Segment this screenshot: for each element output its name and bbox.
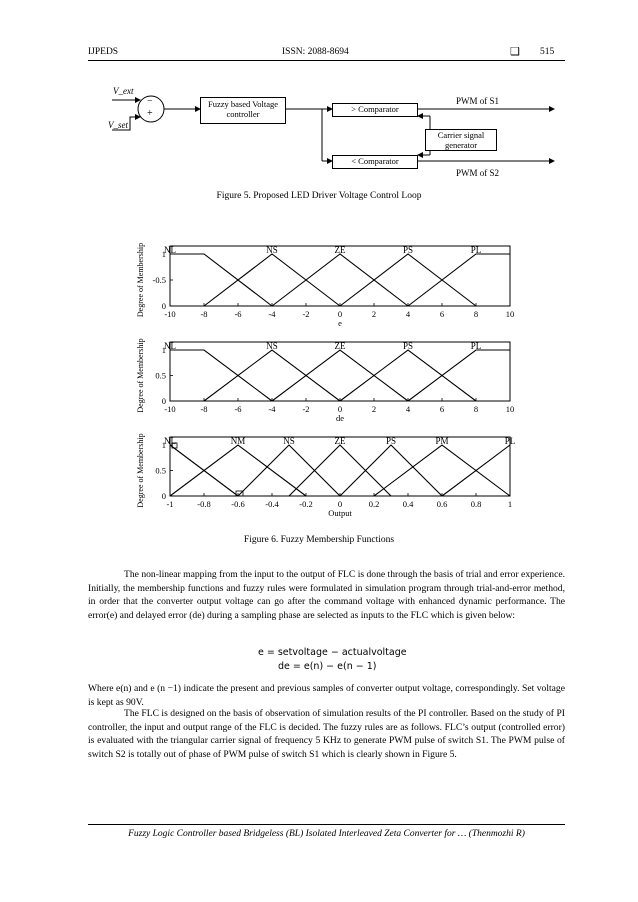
mf-line-pl [408,350,510,401]
x-axis-label: de [335,413,345,423]
x-tick-label: 1 [507,499,513,509]
controller-label-line2: controller [226,109,260,119]
y-tick-label: 0.5 [155,465,166,476]
x-axis-label: Output [328,508,352,518]
x-tick-label: 0 [337,404,343,414]
journal-name: IJPEDS [88,47,119,57]
x-tick-label: -2 [302,404,310,414]
sum-minus-sign: − [147,96,153,107]
paragraph-1-text: The non-linear mapping from the input to the output of FLC is done through the basis of trial and error experience. Initially, the membership functions and fuzzy rules were formulated in simulation program through trial-and-error method, in order that the converter output voltage can go after the command voltage with enhanced dynamic performance. The error(e) and delayed error (de) during a sampling phase are selected as inputs to the FLC which is given below: [88,569,565,621]
x-tick-label: -8 [200,309,208,319]
pwm-s2-label: PWM of S2 [456,168,500,178]
x-tick-label: 0.4 [402,499,414,509]
carrier-label-line1: Carrier signal [437,130,485,140]
x-tick-label: -8 [200,404,208,414]
greater-comparator-block: > Comparator [332,103,418,117]
footer-rule [88,824,565,825]
panel-frame-1 [170,246,510,306]
mf-label-ps: PS [402,245,414,255]
mf-line-nl [170,254,272,306]
mf-label-pl: PL [504,436,516,446]
x-tick-label: 0 [337,309,343,319]
mf-line-ze [272,350,408,401]
y-axis-label: Degree of Membership [136,433,145,508]
mf-line-ze [289,445,391,496]
x-tick-label: 0 [337,499,343,509]
figure-5-diagram [0,0,638,200]
y-tick-label: 0 [161,491,166,501]
x-axis-label: e [338,318,342,328]
figure-6-chart [0,236,638,526]
x-tick-label: -0.4 [265,499,279,509]
mf-line-pm [374,445,510,496]
mf-line-nl [170,350,272,401]
x-tick-label: 10 [505,404,515,414]
y-tick-label: 0.5 [155,370,166,381]
paragraph-2-text: Where e(n) and e (n −1) indicate the present and previous samples of converter output voltage, correspondingly. Set voltage is kept as 90V. [88,683,565,708]
figure-6-caption: Figure 6. Fuzzy Membership Functions [243,535,395,545]
x-tick-label: 6 [439,404,445,414]
x-tick-label: -4 [268,309,276,319]
x-tick-label: 8 [473,404,479,414]
mf-label-ps: PS [385,436,397,446]
x-tick-label: 4 [405,309,411,319]
x-tick-label: 10 [505,309,515,319]
paragraph-1 [88,568,565,622]
figure-5-wires [0,0,638,200]
x-tick-label: -1 [166,499,174,509]
page-number: 515 [540,47,555,57]
x-tick-label: -10 [164,404,176,414]
paragraph-3 [88,707,565,761]
x-tick-label: 8 [473,309,479,319]
mf-label-nl: NL [164,341,176,351]
mf-label-nl: NL [164,436,176,446]
y-tick-label: 0 [161,301,166,311]
mf-line-ps [340,254,476,306]
y-tick-label: 0 [161,396,166,406]
y-tick-label: 1 [161,345,166,355]
issn: ISSN: 2088-8694 [282,47,349,57]
x-tick-label: -0.2 [299,499,313,509]
x-tick-label: 2 [371,404,377,414]
mf-label-nl: NL [164,245,176,255]
carrier-generator-block [425,129,497,151]
figure-5-caption: Figure 5. Proposed LED Driver Voltage Control Loop [216,191,422,201]
mf-line-ps [340,445,442,496]
sum-plus-sign: + [147,108,153,119]
mf-line-ns [204,254,340,306]
mf-label-ze: ZE [334,245,346,255]
mf-label-ns: NS [266,341,278,351]
mf-label-nm: NM [230,436,246,446]
x-tick-label: 2 [371,309,377,319]
x-tick-label: -10 [164,309,176,319]
mf-label-ze: ZE [334,436,346,446]
y-axis-label: Degree of Membership [136,338,145,413]
x-tick-label: 0.2 [368,499,380,509]
mf-label-ns: NS [283,436,295,446]
equation-1: e = setvoltage − actualvoltage [258,647,407,658]
x-tick-label: -6 [234,309,242,319]
fuzzy-controller-block [200,97,286,124]
x-tick-label: -0.6 [231,499,245,509]
mf-label-pm: PM [435,436,449,446]
v-set-label: V_set [108,120,128,130]
x-tick-label: -6 [234,404,242,414]
mf-line-ps [340,350,476,401]
carrier-label-line2: generator [444,140,478,150]
v-ext-label: V_ext [113,86,134,96]
mf-label-ps: PS [402,341,414,351]
equation-2: de = e(n) − e(n − 1) [278,661,377,672]
x-tick-label: 4 [405,404,411,414]
mf-line-ns [204,350,340,401]
x-tick-label: -4 [268,404,276,414]
mf-line-ze [272,254,408,306]
mf-label-ze: ZE [334,341,346,351]
y-axis-label: Degree of Membership [136,242,145,318]
mf-label-pl: PL [470,245,482,255]
y-tick-label: 1 [161,249,166,259]
x-tick-label: 6 [439,309,445,319]
y-tick-label: 1 [161,440,166,450]
controller-label-line1: Fuzzy based Voltage [207,99,279,109]
running-footer: Fuzzy Logic Controller based Bridgeless (BL) Isolated Interleaved Zeta Converter for … (Thenmozhi R) [128,829,525,839]
x-tick-label: 0.6 [436,499,448,509]
paragraph-3-text: The FLC is designed on the basis of observation of simulation results of the PI controller. Based on the study of PI controller, the input and output range of the FLC is decided. The fuzzy rules are as follows. FLC’s output (controlled error) is evaluated with the triangular carrier signal of frequency 5 KHz to generate PWM pulse of switch S1. The PWM pulse of switch S2 is totally out of phase of PWM pulse of switch S1 which is clearly shown in Figure 5. [88,708,565,760]
square-icon: ❑ [510,46,520,58]
y-tick-label: -0.5 [152,275,166,285]
mf-line-pl [408,254,510,306]
x-tick-label: -0.8 [197,499,211,509]
x-tick-label: 0.8 [470,499,482,509]
mf-label-ns: NS [266,245,278,255]
less-comparator-block: < Comparator [332,155,418,169]
pwm-s1-label: PWM of S1 [456,96,500,106]
paragraph-2 [88,682,565,709]
mf-line-ns [238,445,340,496]
mf-label-pl: PL [470,341,482,351]
x-tick-label: -2 [302,309,310,319]
mf-line-nm [170,445,306,496]
